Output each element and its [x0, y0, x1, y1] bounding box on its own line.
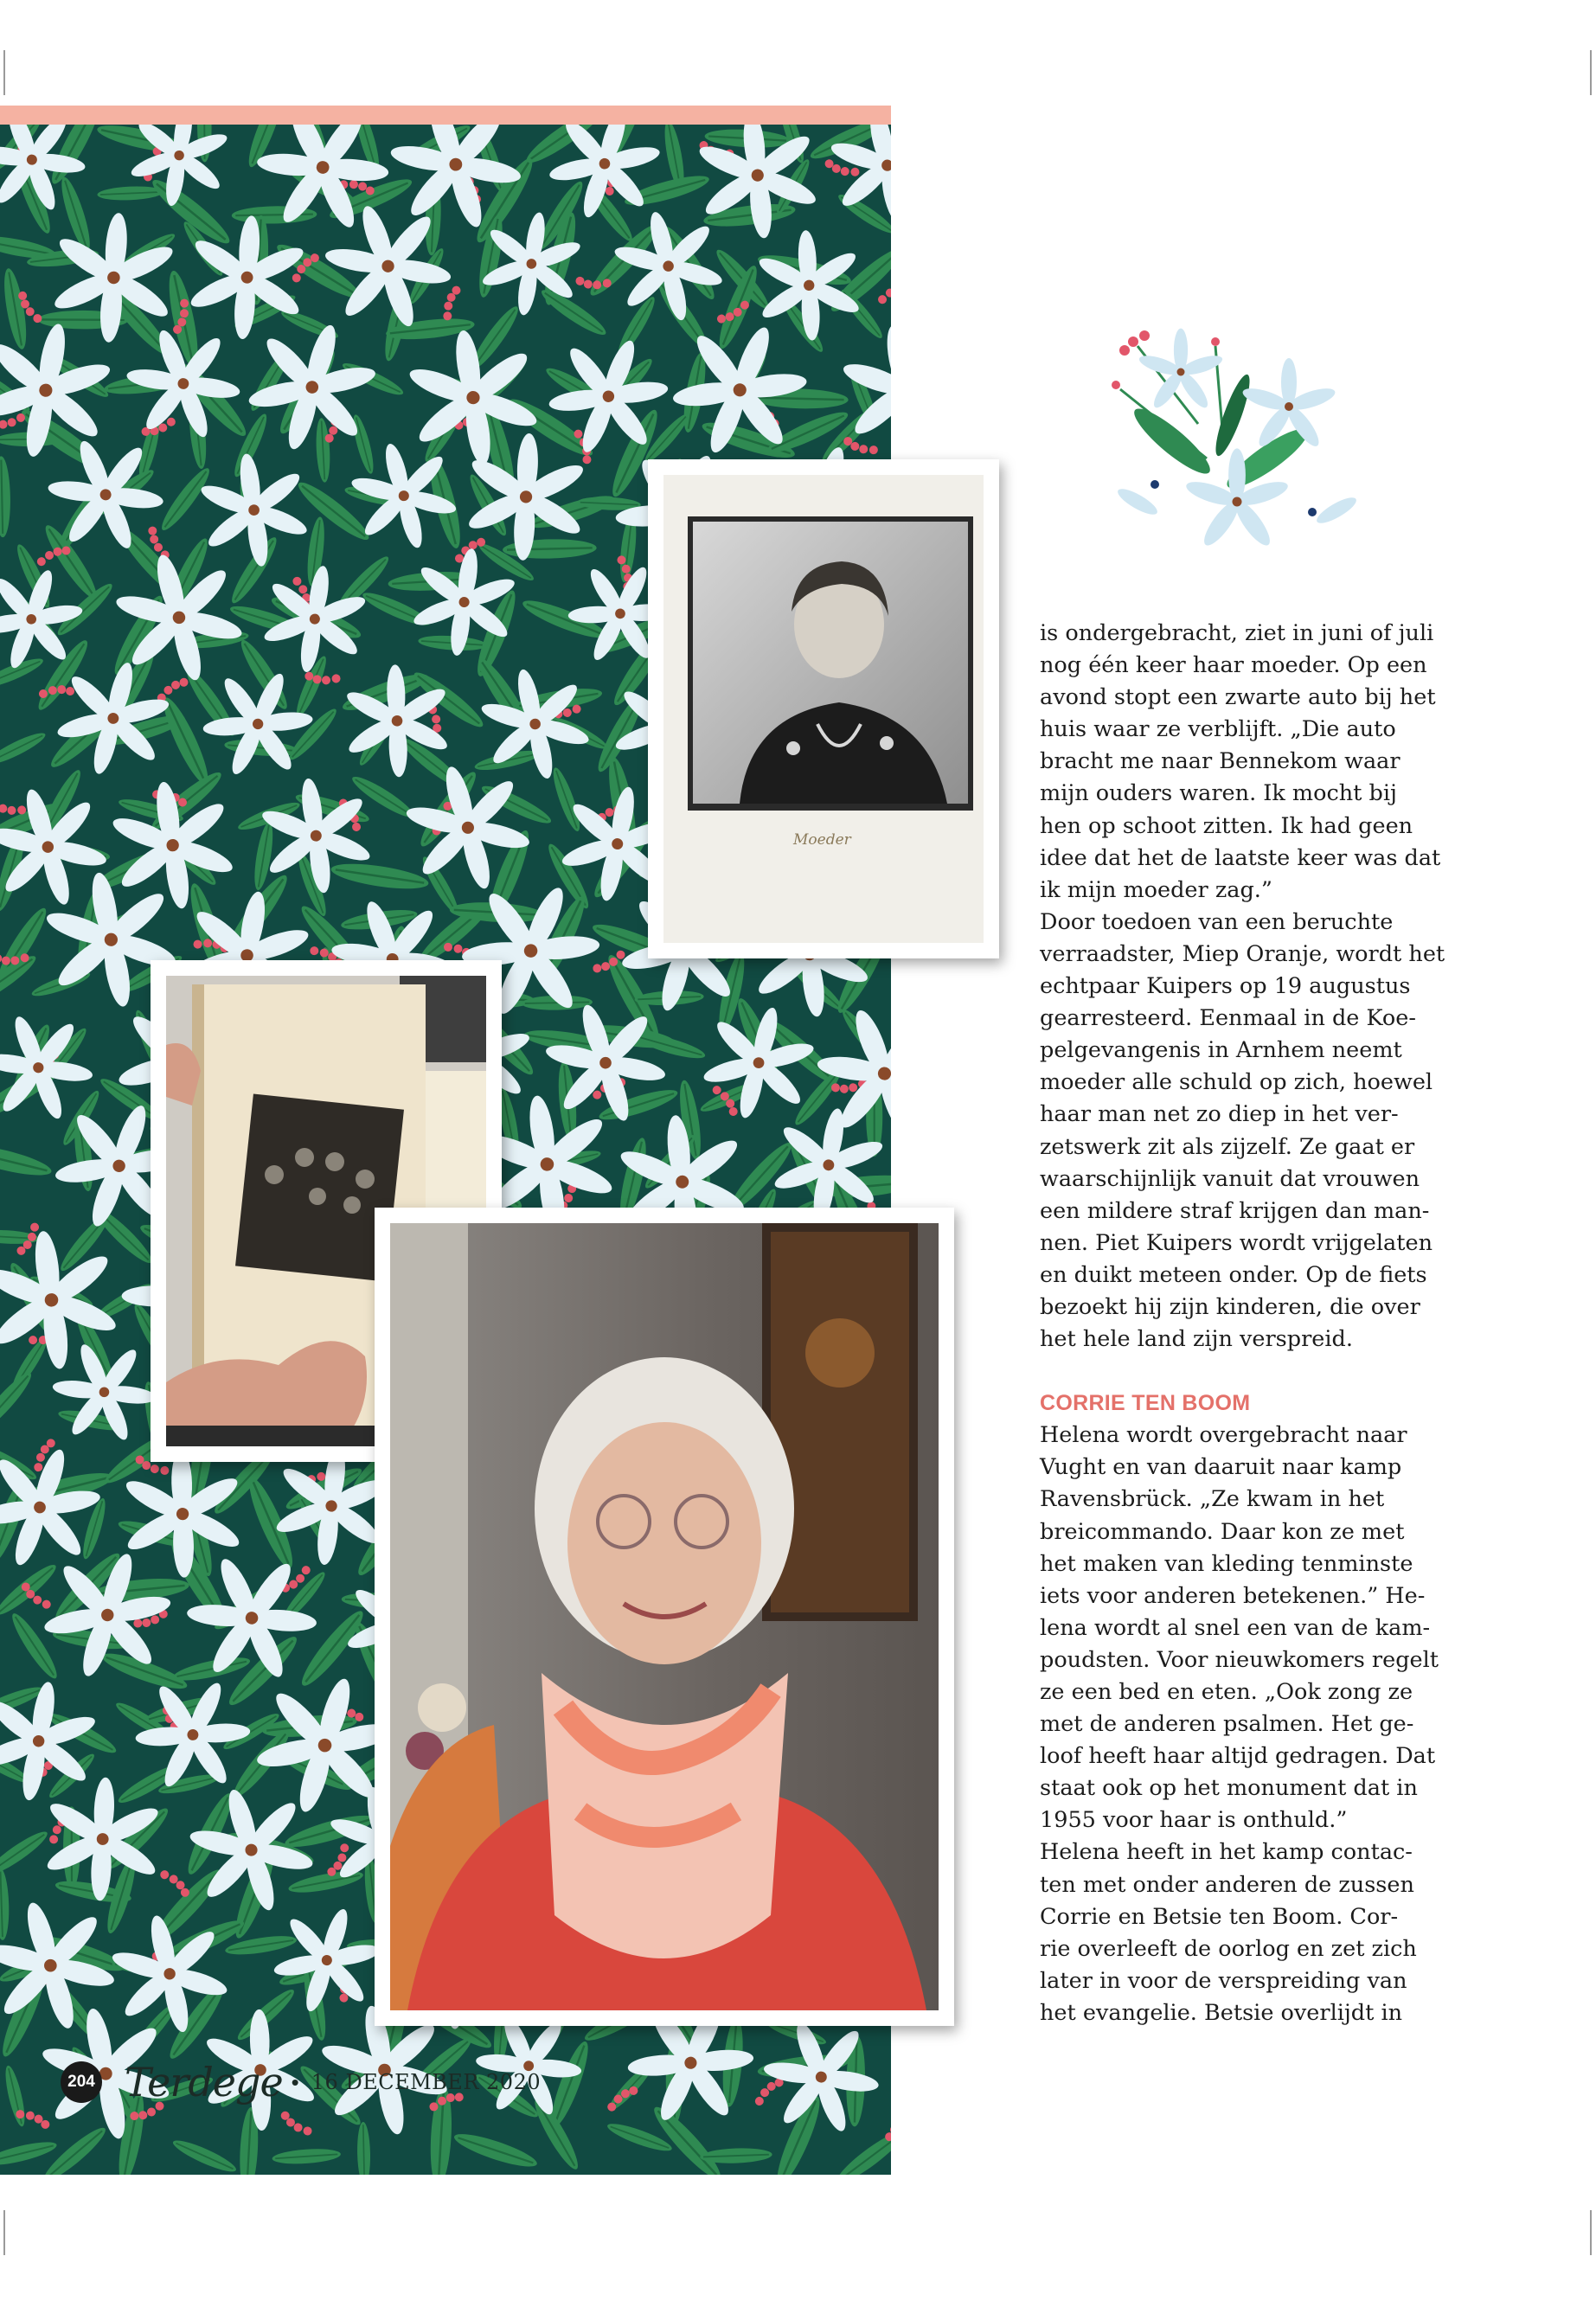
issue-date: 16 DECEMBER 2020 [311, 2070, 542, 2094]
ornament-svg [1086, 311, 1371, 571]
text-line: loof heeft haar altijd gedragen. Dat [1040, 1743, 1436, 1770]
text-line: ten met onder anderen de zussen [1040, 1871, 1414, 1898]
photo-helena-portrait [375, 1208, 954, 2026]
text-line: is ondergebracht, ziet in juni of juli [1040, 620, 1434, 646]
text-line: verraadster, Miep Oranje, wordt het [1040, 940, 1445, 967]
text-line: Ravensbrück. „Ze kwam in het [1040, 1486, 1385, 1513]
article-paragraph-2 [1040, 907, 1459, 1356]
text-line: pelgevangenis in Arnhem neemt [1040, 1037, 1402, 1064]
page-footer [61, 2059, 541, 2106]
text-line: en duikt meteen onder. Op de fiets [1040, 1261, 1427, 1288]
article-column [1040, 618, 1459, 2029]
text-line: gearresteerd. Eenmaal in de Koe- [1040, 1005, 1416, 1032]
text-line: mijn ouders waren. Ik mocht bij [1040, 780, 1397, 807]
crop-mark-bottom-left [3, 2210, 5, 2255]
text-line: het evangelie. Betsie overlijdt in [1040, 1999, 1403, 2026]
article-paragraph-4 [1040, 1836, 1459, 2029]
text-line: een mildere straf krijgen dan man- [1040, 1197, 1430, 1224]
text-line: Door toedoen van een beruchte [1040, 908, 1394, 935]
text-line: nog één keer haar moeder. Op een [1040, 652, 1427, 679]
text-line: iets voor anderen betekenen.” He- [1040, 1582, 1426, 1609]
section-heading: CORRIE TEN BOOM [1040, 1391, 1251, 1416]
portrait-frame [688, 516, 973, 811]
text-line: bracht me naar Bennekom waar [1040, 748, 1401, 775]
text-line: het hele land zijn verspreid. [1040, 1326, 1353, 1353]
text-line: haar man net zo diep in het ver- [1040, 1101, 1399, 1128]
portrait-image [688, 516, 973, 811]
footer-separator: • [291, 2068, 299, 2095]
text-line: ze een bed en eten. „Ook zong ze [1040, 1679, 1413, 1705]
text-line: hen op schoot zitten. Ik had geen [1040, 812, 1413, 839]
crop-mark-top-right [1590, 50, 1592, 95]
text-line: 1955 voor haar is onthuld.” [1040, 1807, 1348, 1834]
portrait-caption: Moeder [793, 831, 851, 849]
text-line: poudsten. Voor nieuwkomers regelt [1040, 1646, 1439, 1673]
helena-image [390, 1223, 939, 2010]
text-line: huis waar ze verblijft. „Die auto [1040, 716, 1396, 743]
text-line: Helena heeft in het kamp contac- [1040, 1839, 1413, 1866]
pink-accent-bar [0, 106, 891, 125]
text-line: het maken van kleding tenminste [1040, 1550, 1413, 1577]
text-line: ik mijn moeder zag.” [1040, 876, 1272, 903]
crop-mark-top-left [3, 50, 5, 95]
text-line: staat ook op het monument dat in [1040, 1775, 1418, 1802]
floral-ornament-illustration [1086, 311, 1371, 571]
text-line: waarschijnlijk vanuit dat vrouwen [1040, 1165, 1420, 1192]
text-line: zetswerk zit als zijzelf. Ze gaat er [1040, 1133, 1415, 1160]
text-line: met de anderen psalmen. Het ge- [1040, 1711, 1414, 1738]
text-line: lena wordt al snel een van de kam- [1040, 1614, 1431, 1641]
text-line: later in voor de verspreiding van [1040, 1967, 1407, 1994]
text-line: avond stopt een zwarte auto bij het [1040, 684, 1436, 711]
text-line: moeder alle schuld op zich, hoewel [1040, 1069, 1433, 1096]
text-line: Vught en van daaruit naar kamp [1040, 1454, 1402, 1481]
text-line: echtpaar Kuipers op 19 augustus [1040, 973, 1411, 1000]
text-line: Helena wordt overgebracht naar [1040, 1422, 1407, 1449]
text-line: Corrie en Betsie ten Boom. Cor- [1040, 1903, 1399, 1930]
page-number-badge: 204 [61, 2061, 102, 2103]
text-line: idee dat het de laatste keer was dat [1040, 844, 1441, 871]
text-line: breicommando. Daar kon ze met [1040, 1518, 1405, 1545]
article-paragraph-3 [1040, 1420, 1459, 1836]
article-paragraph-1 [1040, 618, 1459, 907]
photo-mother-portrait [648, 459, 999, 958]
text-line: nen. Piet Kuipers wordt vrijgelaten [1040, 1229, 1433, 1256]
text-line: bezoekt hij zijn kinderen, die over [1040, 1293, 1420, 1320]
magazine-logo: Terdege [125, 2059, 283, 2106]
text-line: rie overleeft de oorlog en zet zich [1040, 1935, 1417, 1962]
crop-mark-bottom-right [1590, 2210, 1592, 2255]
